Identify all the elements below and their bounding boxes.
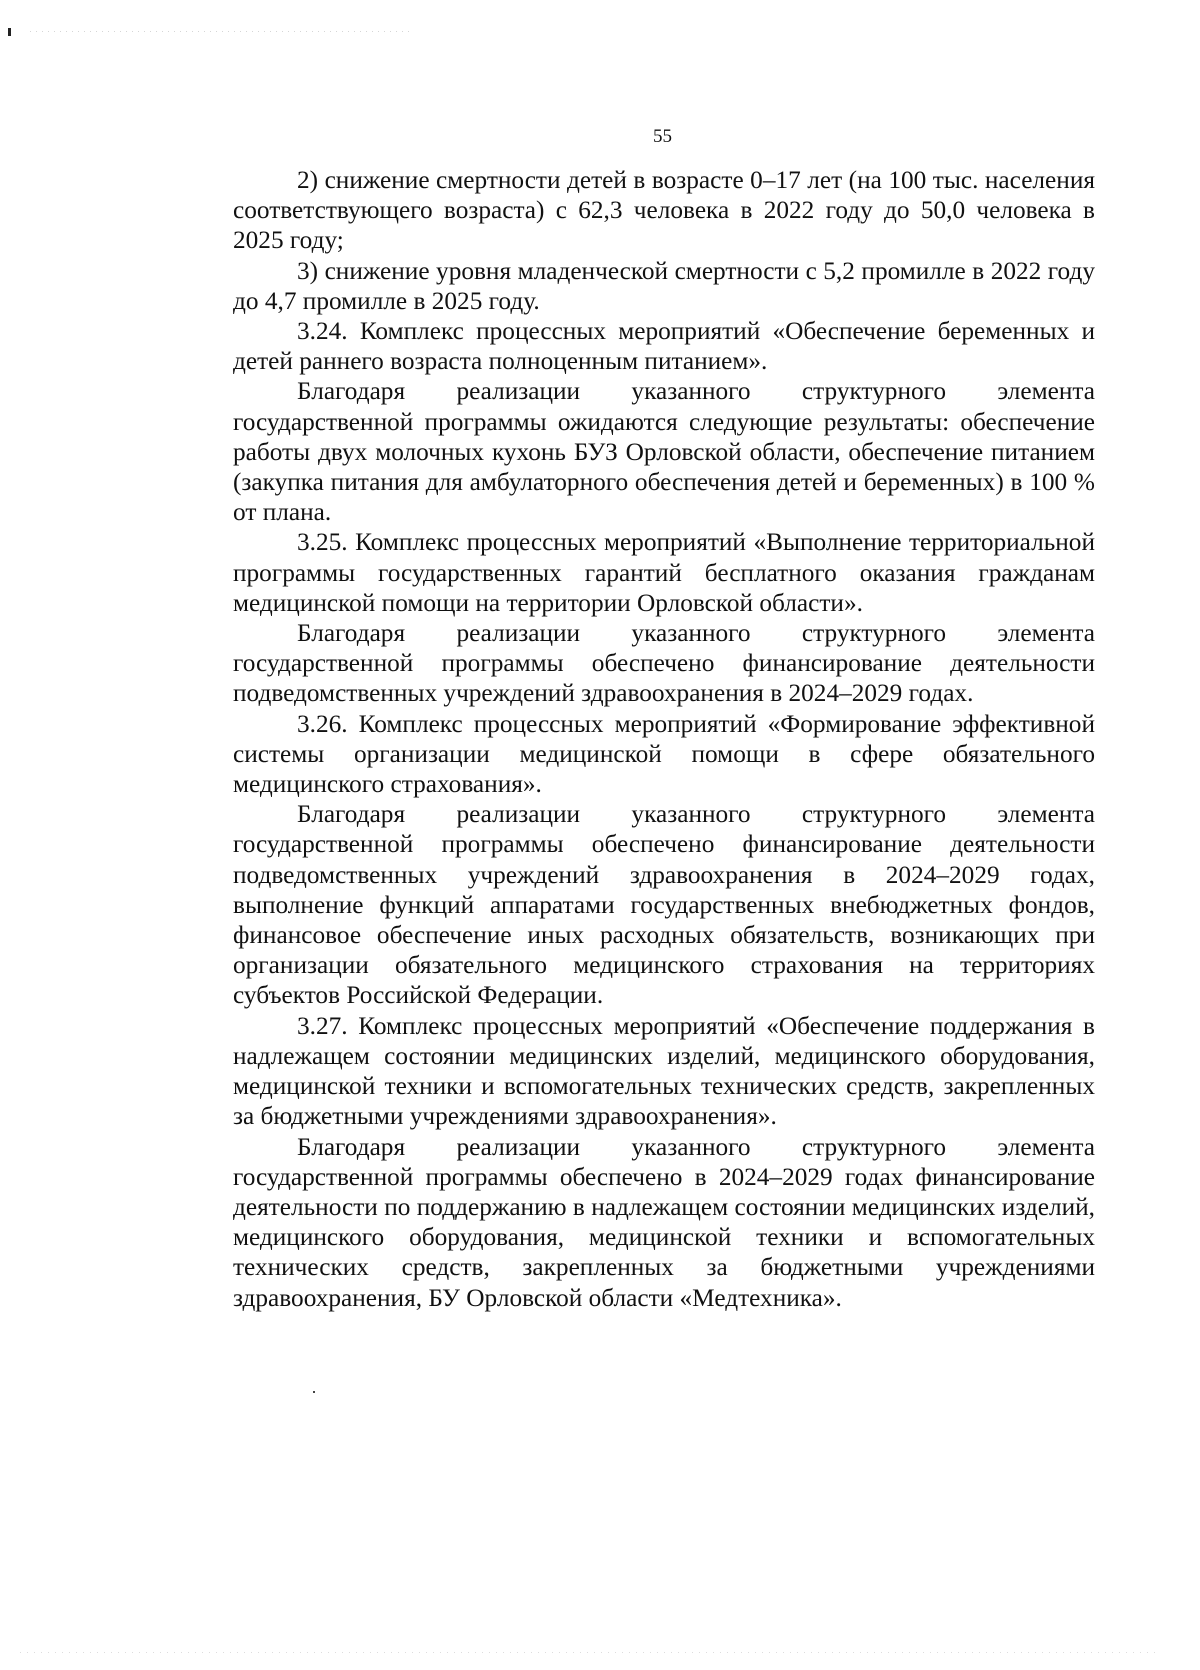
page-number: 55: [653, 126, 672, 147]
paragraph: 3.26. Комплекс процессных мероприятий «Формирование эффективной системы организации медицинской помощи в сфере обязательного медицинского страхования».: [233, 709, 1095, 799]
paragraph: 3.24. Комплекс процессных мероприятий «Обеспечение беременных и детей раннего возраста полноценным питанием».: [233, 317, 1095, 376]
scan-artifact-mark: [8, 28, 11, 36]
paragraph: 3.27. Комплекс процессных мероприятий «Обеспечение поддержания в надлежащем состоянии медицинских изделий, медицинского оборудования, медицинской техники и вспомогательных технических средств, закрепленных за бюджетными учреждениями здравоохранения».: [233, 1011, 1095, 1131]
scan-artifact-dot: [313, 1391, 315, 1393]
paragraph: Благодаря реализации указанного структурного элемента государственной программы обеспечено в 2024–2029 годах финансирование деятельности по поддержанию в надлежащем состоянии медицинских изделий, медицинского оборудования, медицинской техники и вспомогательных технических средств, закрепленных за бюджетными учреждениями здравоохранения, БУ Орловской области «Медтехника».: [233, 1132, 1095, 1312]
paragraph: 2) снижение смертности детей в возрасте 0–17 лет (на 100 тыс. населения соответствующего возраста) с 62,3 человека в 2022 году до 50,0 человека в 2025 году;: [233, 166, 1095, 255]
paragraph: 3.25. Комплекс процессных мероприятий «Выполнение территориальной программы государственных гарантий бесплатного оказания гражданам медицинской помощи на территории Орловской области».: [233, 528, 1095, 617]
document-body: [233, 165, 1095, 1313]
paragraph: Благодаря реализации указанного структурного элемента государственной программы ожидаются следующие результаты: обеспечение работы двух молочных кухонь БУЗ Орловской области, обеспечение питанием (закупка питания для амбулаторного обеспечения детей и беременных) в 100 % от плана.: [233, 377, 1095, 527]
paragraph: Благодаря реализации указанного структурного элемента государственной программы обеспечено финансирование деятельности подведомственных учреждений здравоохранения в 2024–2029 годах, выполнение функций аппаратами государственных внебюджетных фондов, финансовое обеспечение иных расходных обязательств, возникающих при организации обязательного медицинского страхования на территориях субъектов Российской Федерации.: [233, 800, 1095, 1010]
scan-artifact-bottom: [20, 1652, 1160, 1653]
scan-artifact-top: [30, 31, 410, 32]
paragraph: 3) снижение уровня младенческой смертности с 5,2 промилле в 2022 году до 4,7 промилле в 2025 году.: [233, 256, 1095, 315]
paragraph: Благодаря реализации указанного структурного элемента государственной программы обеспечено финансирование деятельности подведомственных учреждений здравоохранения в 2024–2029 годах.: [233, 619, 1095, 708]
